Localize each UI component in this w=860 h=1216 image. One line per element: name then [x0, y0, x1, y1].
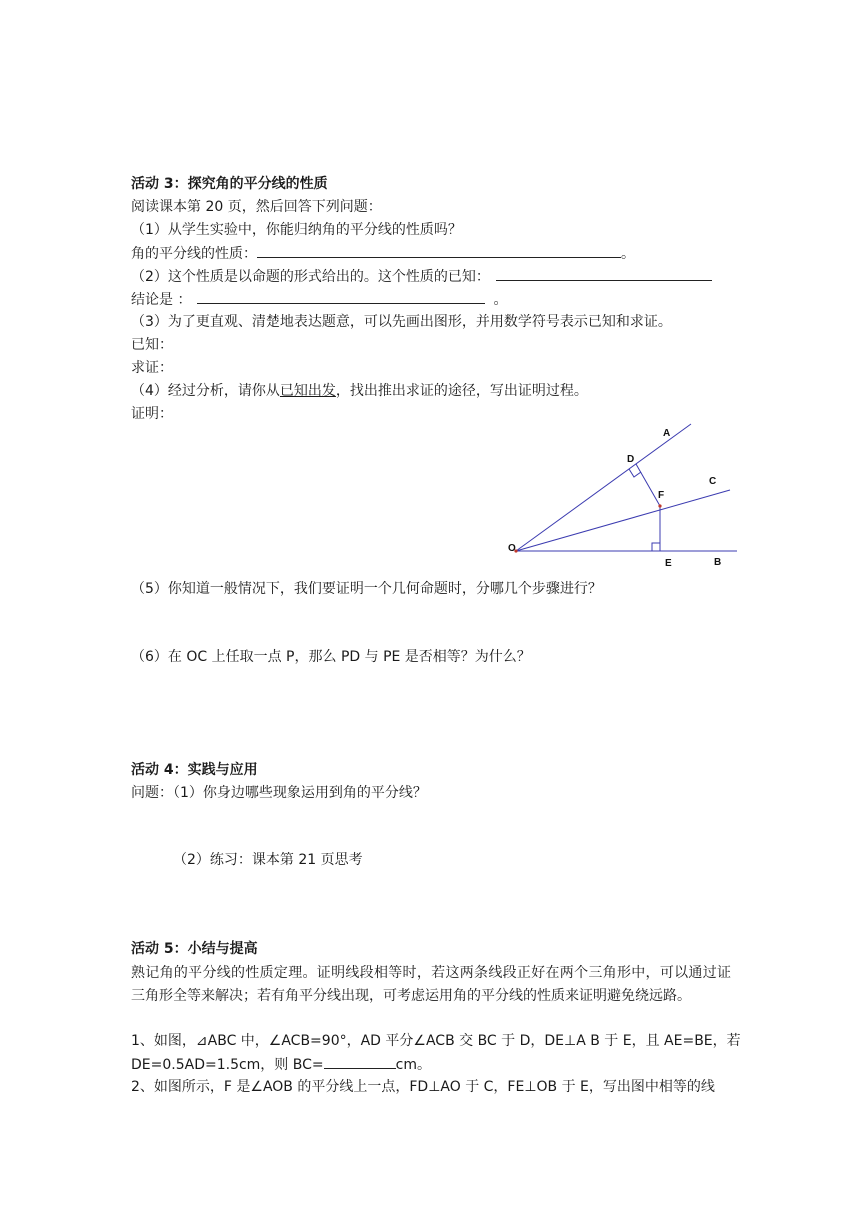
- q4-pre: （4）经过分析，请你从: [131, 383, 280, 399]
- known-blank[interactable]: [496, 266, 712, 281]
- activity3-question-4: [131, 381, 588, 401]
- label-A: A: [663, 428, 671, 439]
- ray-OC: [516, 490, 730, 551]
- prove-label: 求证：: [131, 360, 173, 376]
- label-E: E: [665, 558, 672, 569]
- activity4-question-2: （2）练习：课本第 21 页思考: [173, 852, 363, 868]
- label-O: O: [508, 543, 516, 554]
- label-C: C: [709, 476, 717, 487]
- activity3-question-6: （6）在 OC 上任取一点 P，那么 PD 与 PE 是否相等？为什么？: [131, 649, 531, 665]
- proof-label: 证明：: [131, 406, 173, 422]
- activity3-question-2: [131, 266, 712, 287]
- activity3-read-instruction: 阅读课本第 20 页，然后回答下列问题：: [131, 199, 382, 215]
- activity3-question-5: （5）你知道一般情况下，我们要证明一个几何命题时，分哪几个步骤进行？: [131, 581, 602, 597]
- conclusion-blank[interactable]: [197, 289, 485, 304]
- ray-OA: [516, 424, 691, 551]
- exercise-1-line2: [131, 1054, 431, 1075]
- property-end: 。: [621, 246, 635, 262]
- property-label: 角的平分线的性质：: [131, 246, 257, 262]
- segment-DF: [636, 464, 660, 506]
- label-D: D: [627, 454, 635, 465]
- label-B: B: [714, 557, 722, 568]
- activity3-title: 活动 3：探究角的平分线的性质: [131, 176, 328, 192]
- ex1-pre: DE=0.5AD=1.5cm，则 BC=: [131, 1057, 324, 1073]
- conclusion-end: 。: [493, 292, 508, 308]
- activity4-question-1: 问题：（1）你身边哪些现象运用到角的平分线？: [131, 785, 427, 801]
- exercise-2: 2、如图所示，F 是∠AOB 的平分线上一点，FD⊥AO 于 C，FE⊥OB 于 E，写出图中相等的线: [131, 1079, 715, 1095]
- property-blank[interactable]: [257, 243, 621, 258]
- exercise-1-line1: 1、如图，⊿ABC 中，∠ACB=90°，AD 平分∠ACB 交 BC 于 D，DE⊥A B 于 E，且 AE=BE，若: [131, 1033, 741, 1049]
- activity3-question-3: （3）为了更直观、清楚地表达题意，可以先画出图形，并用数学符号表示已知和求证。: [131, 314, 672, 330]
- q4-underlined: 已知出发: [279, 383, 336, 399]
- right-angle-mark-E: [652, 543, 660, 551]
- q2-label: （2）这个性质是以命题的形式给出的。这个性质的已知：: [131, 269, 490, 285]
- activity5-summary: 熟记角的平分线的性质定理。证明线段相等时，若这两条线段正好在两个三角形中，可以通过证三角形全等来解决；若有角平分线出现，可考虑运用角的平分线的性质来证明避免绕远路。: [131, 965, 731, 1004]
- activity3-question-1: （1）从学生实验中，你能归纳角的平分线的性质吗？: [131, 222, 462, 238]
- conclusion-label: 结论是 ：: [131, 292, 192, 308]
- label-F: F: [658, 490, 665, 501]
- activity5-title: 活动 5：小结与提高: [131, 941, 258, 957]
- activity3-conclusion: [131, 289, 507, 310]
- angle-bisector-figure: [500, 416, 745, 576]
- bc-answer-blank[interactable]: [324, 1054, 396, 1069]
- q4-post: ，找出推出求证的途径，写出证明过程。: [335, 383, 588, 399]
- activity4-title: 活动 4：实践与应用: [131, 762, 258, 778]
- activity3-fill-property: [131, 243, 635, 264]
- ex1-post: cm。: [395, 1057, 431, 1073]
- point-F: [658, 504, 661, 507]
- known-label: 已知：: [131, 337, 173, 353]
